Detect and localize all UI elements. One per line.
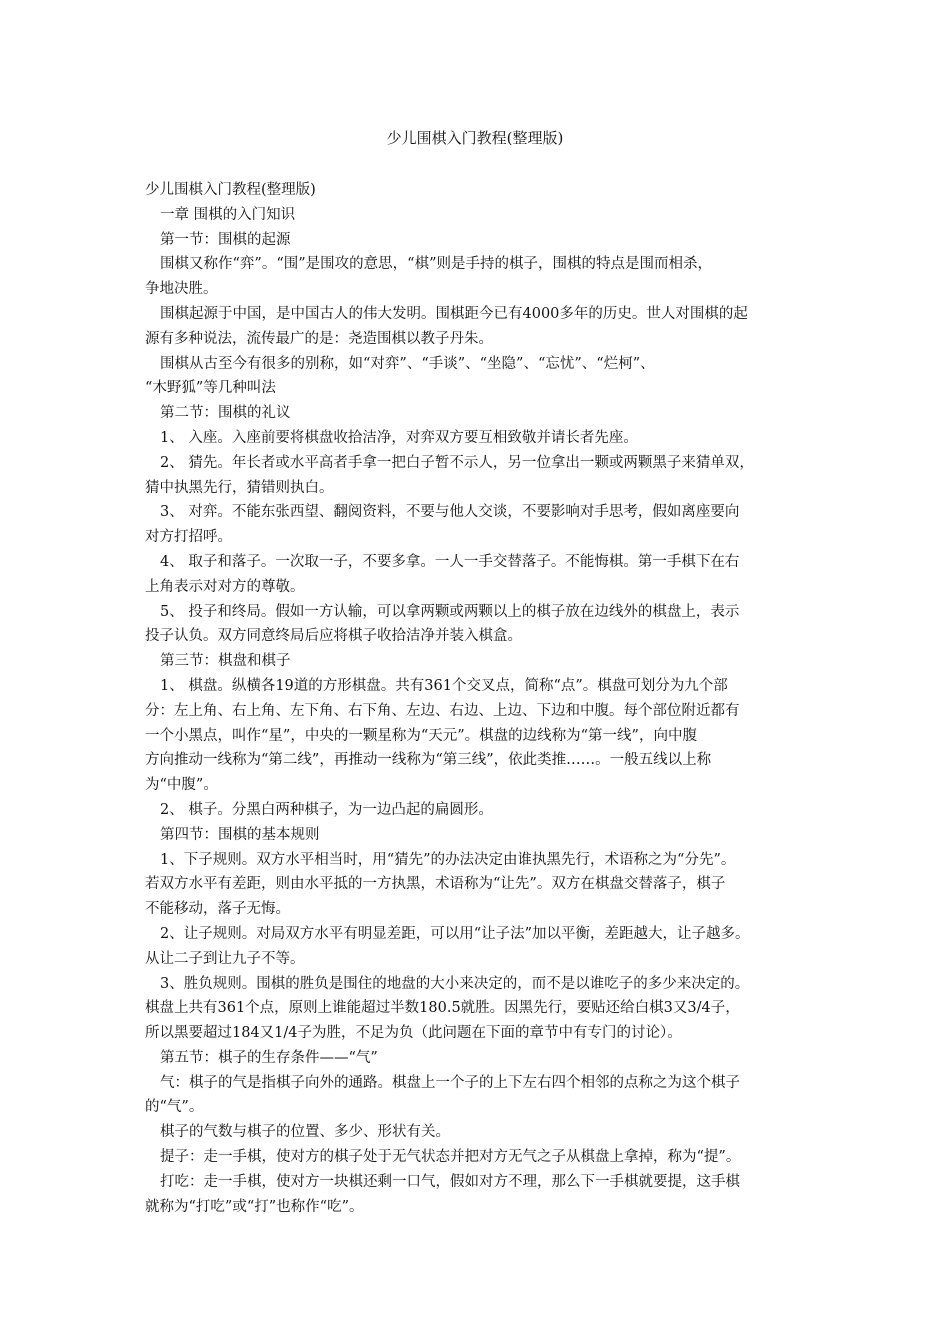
text-line: 为“中腹”。	[145, 777, 218, 794]
text-line: 1、 棋盘。纵横各19道的方形棋盘。共有361个交叉点，简称“点”。棋盘可划分为九个部	[160, 677, 728, 694]
text-line: 上角表示对对方的尊敬。	[145, 578, 305, 595]
text-line: 1、 入座。入座前要将棋盘收拾洁净，对弈双方要互相致敬并请长者先座。	[160, 429, 638, 446]
document-title: 少儿围棋入门教程(整理版)	[386, 129, 564, 147]
text-line: 4、 取子和落子。一次取一子，不要多拿。一人一手交替落子。不能悔棋。第一手棋下在右	[160, 553, 740, 570]
text-line: 打吃：走一手棋，使对方一块棋还剩一口气，假如对方不理，那么下一手棋就要提，这手棋	[160, 1173, 740, 1190]
text-line: 气：棋子的气是指棋子向外的通路。棋盘上一个子的上下左右四个相邻的点称之为这个棋子	[160, 1074, 740, 1091]
text-line: 1、下子规则。双方水平相当时，用“猜先”的办法决定由谁执黑先行，术语称之为“分先”。	[160, 851, 736, 868]
text-line: 少儿围棋入门教程(整理版)	[145, 182, 316, 198]
text-line: 提子：走一手棋，使对方的棋子处于无气状态并把对方无气之子从棋盘上拿掉，称为“提”。	[160, 1149, 741, 1166]
text-line: 分：左上角、右上角、左下角、右下角、左边、右边、上边、下边和中腹。每个部位附近都有	[145, 702, 740, 719]
text-line: 一章 围棋的入门知识	[160, 206, 296, 223]
text-line: “木野狐”等几种叫法	[145, 380, 276, 397]
text-line: 就称为“打吃”或“打”也称作“吃”。	[145, 1198, 364, 1215]
text-line: 方向推动一线称为“第二线”，再推动一线称为“第三线”，依此类推……。一般五线以上称	[145, 752, 712, 769]
text-line: 棋盘上共有361个点，原则上谁能超过半数180.5就胜。因黑先行，要贴还给白棋3又3/4子，	[145, 1000, 740, 1017]
text-line: 第五节：棋子的生存条件——“气”	[160, 1049, 378, 1066]
text-line: 第一节：围棋的起源	[160, 231, 291, 248]
text-line: 围棋又称作“弈”。“围”是围攻的意思，“棋”则是手持的棋子，围棋的特点是围而相杀，	[160, 256, 712, 273]
text-line: 围棋起源于中国，是中国古人的伟大发明。围棋距今已有4000多年的历史。世人对围棋的起	[160, 305, 748, 322]
text-line: 3、胜负规则。围棋的胜负是围住的地盘的大小来决定的，而不是以谁吃子的多少来决定的。	[160, 975, 750, 992]
text-line: 棋子的气数与棋子的位置、多少、形状有关。	[160, 1124, 450, 1141]
text-line: 第四节：围棋的基本规则	[160, 826, 320, 843]
text-line: 不能移动，落子无悔。	[145, 901, 290, 918]
text-line: 猜中执黑先行，猜错则执白。	[145, 479, 334, 496]
text-line: 源有多种说法，流传最广的是：尧造围棋以教子丹朱。	[145, 330, 493, 347]
text-line: 5、 投子和终局。假如一方认输，可以拿两颗或两颗以上的棋子放在边线外的棋盘上，表示	[160, 603, 740, 620]
text-line: 围棋从古至今有很多的别称，如“对弈”、“手谈”、“坐隐”、“忘忧”、“烂柯”、	[160, 355, 655, 372]
text-line: 对方打招呼。	[145, 529, 232, 546]
document-body	[145, 178, 825, 1219]
text-line: 投子认负。双方同意终局后应将棋子收拾洁净并装入棋盒。	[145, 628, 522, 645]
text-line: 第二节：围棋的礼议	[160, 405, 291, 422]
text-line: 第三节：棋盘和棋子	[160, 653, 291, 670]
text-line: 若双方水平有差距，则由水平抵的一方执黑，术语称为“让先”。双方在棋盘交替落子，棋子	[145, 876, 726, 893]
text-line: 3、 对弈。不能东张西望、翻阅资料，不要与他人交谈，不要影响对手思考，假如离座要向	[160, 504, 740, 521]
text-line: 2、 棋子。分黑白两种棋子，为一边凸起的扁圆形。	[160, 801, 493, 818]
text-line: 2、让子规则。对局双方水平有明显差距，可以用“让子法”加以平衡，差距越大，让子越多。	[160, 925, 750, 942]
text-line: 2、 猜先。年长者或水平高者手拿一把白子暂不示人，另一位拿出一颗或两颗黑子来猜单双，	[160, 454, 754, 471]
text-line: 争地决胜。	[145, 281, 218, 298]
text-line: 的“气”。	[145, 1099, 204, 1116]
text-line: 所以黑要超过184又1/4子为胜，不足为负（此问题在下面的章节中有专门的讨论）。	[145, 1025, 682, 1042]
text-line: 一个小黑点，叫作“星”，中央的一颗星称为“天元”。棋盘的边线称为“第一线”，向中腹	[145, 727, 697, 744]
text-line: 从让二子到让九子不等。	[145, 950, 305, 967]
